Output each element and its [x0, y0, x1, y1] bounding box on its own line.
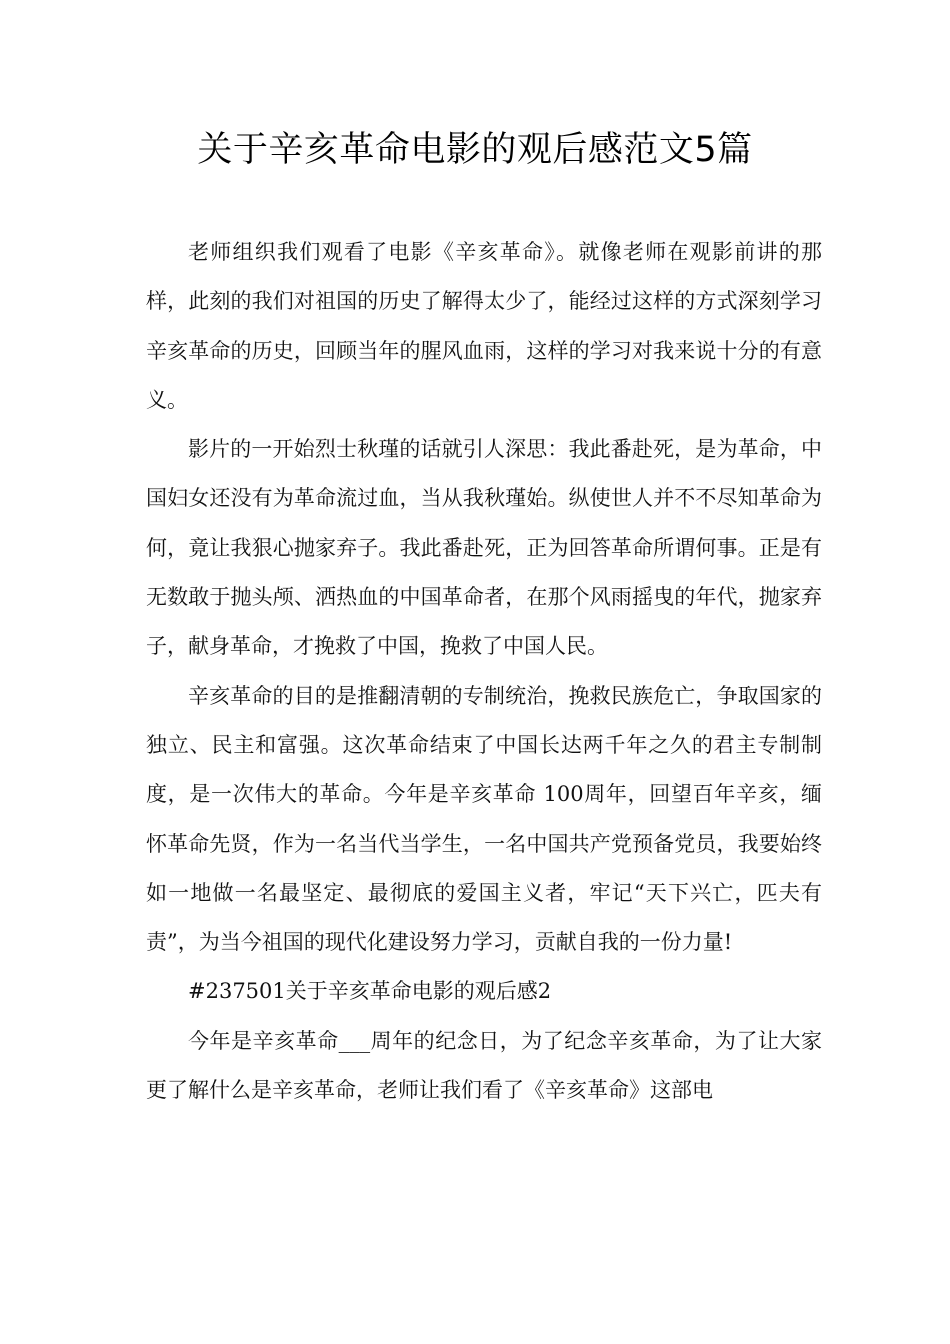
- document-body: [146, 228, 822, 1115]
- document-title: 关于辛亥革命电影的观后感范文5篇: [197, 130, 753, 170]
- paragraph-1: 老师组织我们观看了电影《辛亥革命》。就像老师在观影前讲的那样，此刻的我们对祖国的历史了解得太少了，能经过这样的方式深刻学习辛亥革命的历史，回顾当年的腥风血雨，这样的学习对我来说十分的有意义。: [146, 240, 822, 412]
- paragraph-2: 影片的一开始烈士秋瑾的话就引人深思：我此番赴死，是为革命，中国妇女还没有为革命流过血，当从我秋瑾始。纵使世人并不不尽知革命为何，竟让我狠心抛家弃子。我此番赴死，正为回答革命所谓何事。正是有无数敢于抛头颅、洒热血的中国革命者，在那个风雨摇曳的年代，抛家弃子，献身革命，才挽救了中国，挽救了中国人民。: [146, 437, 822, 659]
- paragraph-3: 辛亥革命的目的是推翻清朝的专制统治，挽救民族危亡，争取国家的独立、民主和富强。这次革命结束了中国长达两千年之久的君主专制制度，是一次伟大的革命。今年是辛亥革命 100周年，回望百年辛亥，缅怀革命先贤，作为一名当代当学生，一名中国共产党预备党员，我要始终如一地做一名最坚定、最彻底的爱国主义者，牢记“天下兴亡，匹夫有责”，为当今祖国的现代化建设努力学习，贡献自我的一份力量!: [146, 683, 822, 955]
- paragraph-4: 今年是辛亥革命___周年的纪念日，为了纪念辛亥革命，为了让大家更了解什么是辛亥革命，老师让我们看了《辛亥革命》这部电: [146, 1028, 822, 1103]
- section-heading: #237501关于辛亥革命电影的观后感2: [188, 979, 552, 1004]
